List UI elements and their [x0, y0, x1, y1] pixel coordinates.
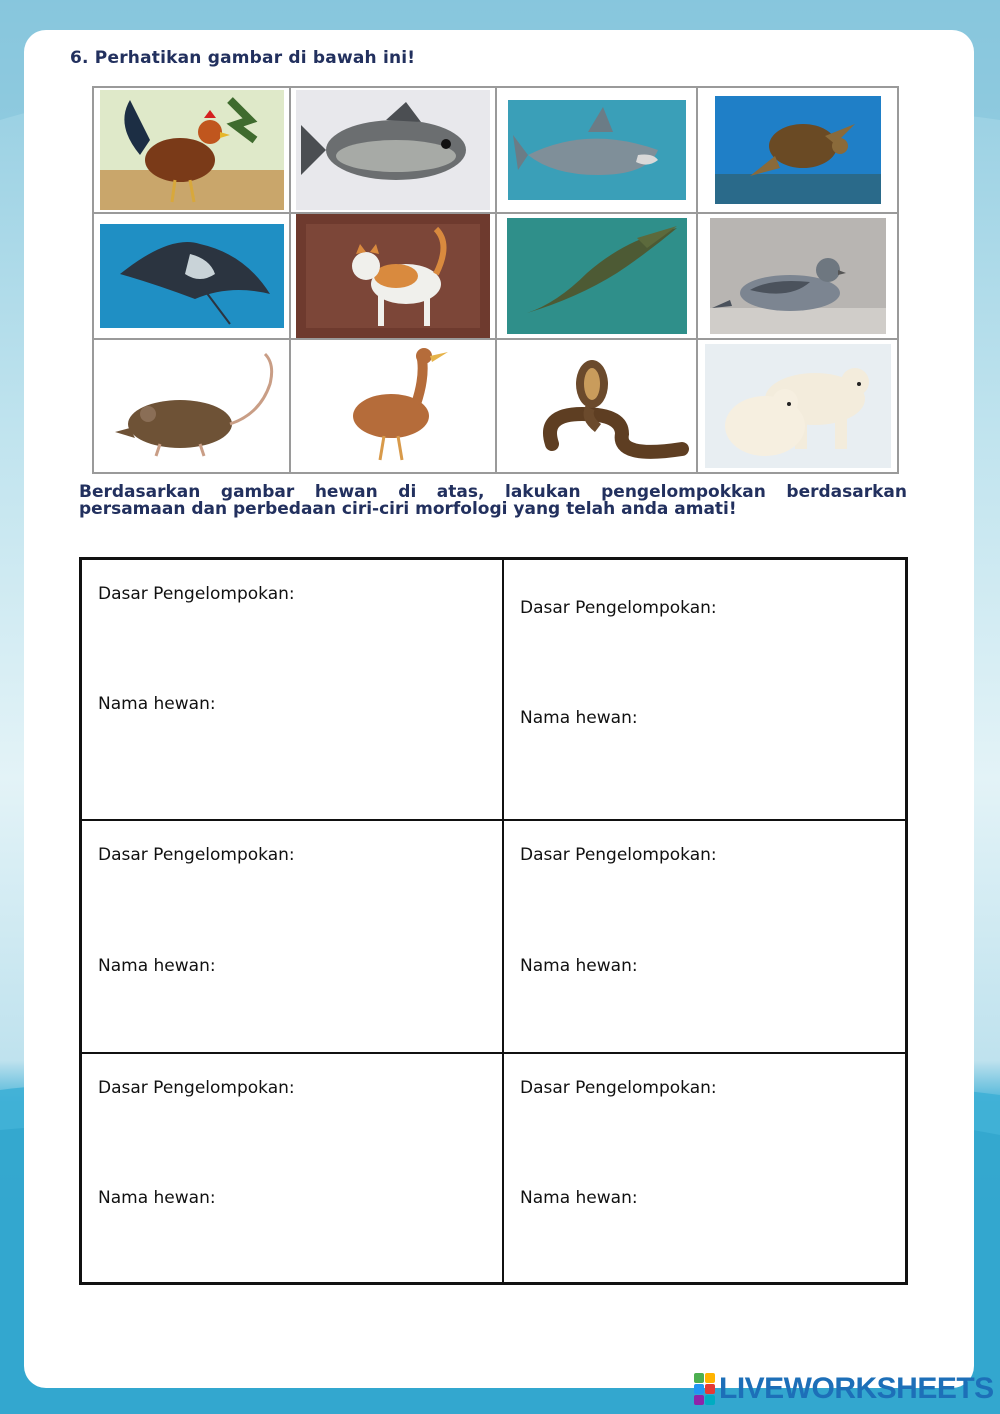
animal-cell-manta-ray — [93, 213, 290, 339]
logo-text: LIVEWORKSHEETS — [719, 1372, 994, 1405]
answer-box-6[interactable] — [503, 1053, 906, 1283]
animal-cell-sea-turtle — [697, 87, 898, 213]
answer-box-5[interactable] — [81, 1053, 503, 1283]
sea-turtle-icon — [715, 96, 881, 204]
basis-label: Dasar Pengelompokan: — [520, 1078, 717, 1098]
fish-icon — [296, 90, 490, 210]
basis-label: Dasar Pengelompokan: — [98, 584, 295, 604]
animal-cell-shark — [496, 87, 697, 213]
animal-image-grid — [92, 86, 899, 474]
basis-label: Dasar Pengelompokan: — [98, 845, 295, 865]
rooster-icon — [100, 90, 284, 210]
pigeon-icon — [710, 218, 886, 334]
cat-icon — [296, 214, 490, 338]
basis-label: Dasar Pengelompokan: — [520, 598, 717, 618]
liveworksheets-logo[interactable] — [694, 1372, 994, 1406]
liveworksheets-logo-icon — [694, 1373, 715, 1405]
shark-icon — [508, 100, 686, 200]
answer-table — [79, 557, 908, 1285]
names-label: Nama hewan: — [98, 956, 216, 976]
answer-box-3[interactable] — [81, 820, 503, 1053]
basis-label: Dasar Pengelompokan: — [520, 845, 717, 865]
animal-cell-pigeon — [697, 213, 898, 339]
animal-cell-polar-bear — [697, 339, 898, 473]
names-label: Nama hewan: — [520, 1188, 638, 1208]
answer-box-1[interactable] — [81, 559, 503, 820]
answer-box-4[interactable] — [503, 820, 906, 1053]
animal-cell-rat — [93, 339, 290, 473]
animal-cell-cobra — [496, 339, 697, 473]
polar-bear-icon — [705, 344, 891, 468]
names-label: Nama hewan: — [98, 694, 216, 714]
duck-icon — [296, 344, 490, 468]
animal-cell-duck — [290, 339, 496, 473]
animal-cell-fish — [290, 87, 496, 213]
animal-cell-cat — [290, 213, 496, 339]
animal-cell-crocodile — [496, 213, 697, 339]
cobra-icon — [502, 344, 692, 468]
instruction-text: Berdasarkan gambar hewan di atas, lakukan pengelompokkan berdasarkan persamaan dan perbedaan ciri-ciri morfologi yang telah anda amati! — [79, 482, 907, 519]
basis-label: Dasar Pengelompokan: — [98, 1078, 295, 1098]
names-label: Nama hewan: — [520, 708, 638, 728]
manta-ray-icon — [100, 224, 284, 328]
crocodile-icon — [507, 218, 687, 334]
animal-cell-rooster — [93, 87, 290, 213]
names-label: Nama hewan: — [98, 1188, 216, 1208]
answer-box-2[interactable] — [503, 559, 906, 820]
question-title: 6. Perhatikan gambar di bawah ini! — [70, 48, 416, 68]
names-label: Nama hewan: — [520, 956, 638, 976]
rat-icon — [100, 344, 284, 468]
